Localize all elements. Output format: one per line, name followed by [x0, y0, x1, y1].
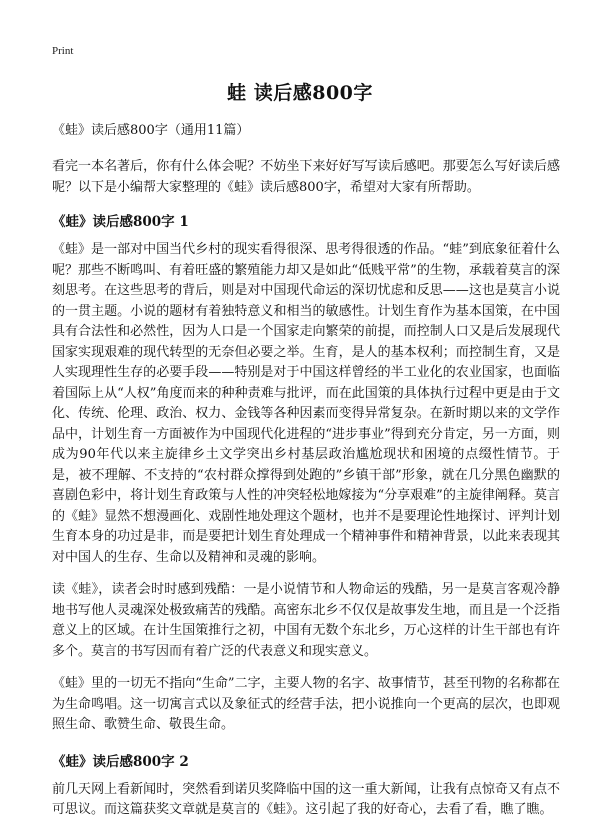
article-body: [52, 121, 560, 833]
section-1-paragraph-1: 《蛙》是一部对中国当代乡村的现实看得很深、思考得很透的作品。“蛙”到底象征着什么呢？那些不断鸣叫、有着旺盛的繁殖能力却又是如此“低贱平常”的生物，承载着莫言的深刻思考。在这些思考的背后，则是对中国现代命运的深切忧虑和反思——这也是莫言小说的一贯主题。小说的题材有着独特意义和相当的敏感性。计划生育作为基本国策，在中国具有合法性和必然性，因为人口是一个国家走向繁荣的前提，而控制人口又是后发展现代国家实现艰难的现代转型的无奈但必要之举。生育，是人的基本权利；而控制生育，又是人实现理性生存的必要手段——特别是对于中国这样曾经的半工业化的农业国家，也面临着国际上从“人权”角度而来的种种责难与批评，而在此国策的具体执行过程中更是由于文化、传统、伦理、政治、权力、金钱等各种因素而变得异常复杂。在新时期以来的文学作品中，计划生育一方面被作为中国现代化进程的“进步事业”得到充分肯定，另一方面，则成为90年代以来主旋律乡土文学突出乡村基层政治尴尬现状和困境的点缀性情节。于是，被不理解、不支持的“农村群众撑得到处跑的”乡镇干部”形象，就在几分黑色幽默的喜剧色彩中，将计划生育政策与人性的冲突轻松地嫁接为“分享艰难”的主旋律阐释。莫言的《蛙》显然不想漫画化、戏剧性地处理这个题材，也并不是要理论性地探讨、评判计划生育本身的功过是非，而是要把计划生育处理成一个精神事件和精神背景，以此来表现其对中国人的生存、生命以及精神和灵魂的影响。: [52, 242, 560, 565]
section-1-paragraph-3: 《蛙》里的一切无不指向“生命”二字，主要人物的名字、故事情节，甚至刊物的名称都在为生命鸣唱。这一切寓言式以及象征式的经营手法，把小说推向一个更高的层次，也即观照生命、歌赞生命、敬畏生命。: [52, 676, 560, 732]
section-1-paragraph-2: 读《蛙》，读者会时时感到残酷：一是小说情节和人物命运的残酷，另一是莫言客观冷静地书写他人灵魂深处极致痛苦的残酷。高密东北乡不仅仅是故事发生地，而且是一个泛指意义上的区域。在计生国策推行之初，中国有无数个东北乡，万心这样的计生干部也有许多个。莫言的书写因而有着广泛的代表意义和现实意义。: [52, 582, 560, 659]
article-subtitle: 《蛙》读后感800字（通用11篇）: [52, 123, 250, 138]
article-title: 蛙 读后感800字: [227, 82, 373, 104]
print-link[interactable]: Print: [52, 45, 74, 57]
section-heading-2: 《蛙》读后感800字 2: [52, 753, 189, 770]
section-heading-1: 《蛙》读后感800字 1: [52, 214, 189, 230]
intro-paragraph: 看完一本名著后，你有什么体会呢？不妨坐下来好好写写读后感吧。那要怎么写好读后感呢？以下是小编帮大家整理的《蛙》读后感800字，希望对大家有所帮助。: [52, 159, 560, 195]
section-2-paragraph-1: 前几天网上看新闻时，突然看到诺贝奖降临中国的这一重大新闻，让我有点惊奇又有点不可思议。而这篇获奖文章就是莫言的《蛙》。这引起了我的好奇心，去看了看，瞧了瞧。: [52, 781, 560, 817]
